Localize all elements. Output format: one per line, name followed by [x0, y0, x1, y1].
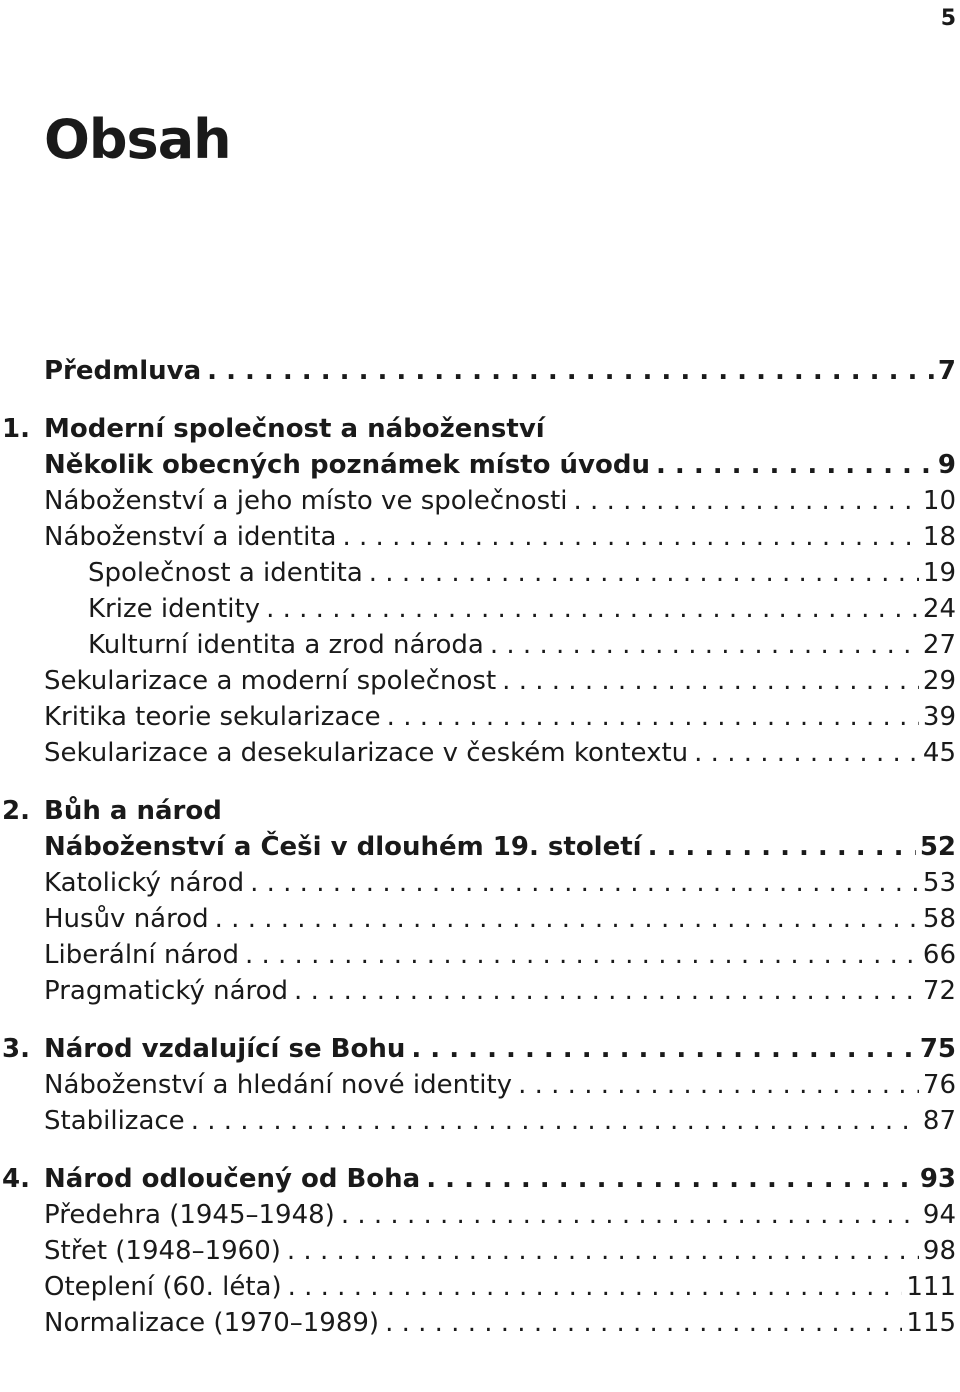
toc-entry-label: Sekularizace a desekularizace v českém kontextu	[44, 735, 694, 771]
toc-entry-page: 98	[919, 1233, 956, 1269]
dot-leader	[490, 627, 919, 663]
toc-entry-label: Katolický národ	[44, 865, 250, 901]
toc-entry[interactable]	[0, 1067, 960, 1103]
toc-entry-page: 27	[919, 627, 956, 663]
toc-entry-label: Několik obecných poznámek místo úvodu	[44, 447, 656, 483]
toc-entry-label: Předehra (1945–1948)	[44, 1197, 341, 1233]
dot-leader	[387, 699, 919, 735]
toc-entry-label: Střet (1948–1960)	[44, 1233, 287, 1269]
toc-entry-page: 45	[919, 735, 956, 771]
dot-leader	[502, 663, 919, 699]
chapter-title: Moderní společnost a náboženství	[44, 411, 551, 447]
toc-entry[interactable]	[0, 973, 960, 1009]
toc-entry[interactable]	[0, 1197, 960, 1233]
toc-entry-page: 75	[916, 1031, 956, 1067]
dot-leader	[287, 1233, 919, 1269]
toc-entry-label: Kritika teorie sekularizace	[44, 699, 387, 735]
toc-subentry[interactable]	[0, 627, 960, 663]
toc-entry-page: 111	[902, 1269, 956, 1305]
dot-leader	[341, 1197, 919, 1233]
toc-entry[interactable]	[0, 1305, 960, 1341]
toc-entry-page: 94	[919, 1197, 956, 1233]
chapter-number: 3.	[2, 1034, 30, 1064]
dot-leader	[694, 735, 919, 771]
toc-entry[interactable]	[0, 699, 960, 735]
chapter-title: Bůh a národ	[44, 793, 228, 829]
toc-entry-page: 52	[916, 829, 956, 865]
dot-leader	[245, 937, 919, 973]
chapter-1-subtitle[interactable]	[0, 447, 960, 483]
toc-entry-page: 93	[916, 1161, 956, 1197]
toc-entry-label: Náboženství a hledání nové identity	[44, 1067, 518, 1103]
chapter-2-subtitle[interactable]	[0, 829, 960, 865]
toc-entry-page: 115	[902, 1305, 956, 1341]
table-of-contents	[0, 353, 960, 1341]
dot-leader	[648, 829, 916, 865]
chapter-3-heading[interactable]	[0, 1031, 960, 1067]
dot-leader	[426, 1161, 916, 1197]
chapter-title: Národ vzdalující se Bohu	[44, 1031, 411, 1067]
toc-entry[interactable]	[0, 483, 960, 519]
toc-entry-label: Oteplení (60. léta)	[44, 1269, 288, 1305]
dot-leader	[207, 353, 934, 389]
toc-subentry[interactable]	[0, 591, 960, 627]
toc-entry[interactable]	[0, 1269, 960, 1305]
toc-entry-label: Kulturní identita a zrod národa	[88, 627, 490, 663]
toc-entry-page: 76	[919, 1067, 956, 1103]
dot-leader	[369, 555, 919, 591]
toc-entry[interactable]	[0, 1103, 960, 1139]
dot-leader	[215, 901, 919, 937]
toc-entry[interactable]	[0, 735, 960, 771]
chapter-4-heading[interactable]	[0, 1161, 960, 1197]
dot-leader	[288, 1269, 903, 1305]
toc-entry-page: 9	[934, 447, 956, 483]
dot-leader	[294, 973, 919, 1009]
toc-entry-label: Krize identity	[88, 591, 266, 627]
toc-entry-page: 24	[919, 591, 956, 627]
toc-entry[interactable]	[0, 1233, 960, 1269]
chapter-number: 2.	[2, 796, 30, 826]
toc-entry-label: Normalizace (1970–1989)	[44, 1305, 385, 1341]
dot-leader	[342, 519, 918, 555]
toc-entry[interactable]	[0, 519, 960, 555]
toc-entry-preface[interactable]	[0, 353, 960, 389]
toc-entry-page: 7	[934, 353, 956, 389]
toc-entry[interactable]	[0, 937, 960, 973]
dot-leader	[250, 865, 919, 901]
toc-subentry[interactable]	[0, 555, 960, 591]
toc-entry-label: Sekularizace a moderní společnost	[44, 663, 502, 699]
toc-entry[interactable]	[0, 663, 960, 699]
dot-leader	[574, 483, 919, 519]
toc-entry-page: 53	[919, 865, 956, 901]
dot-leader	[656, 447, 934, 483]
toc-entry-page: 66	[919, 937, 956, 973]
toc-entry-label: Společnost a identita	[88, 555, 369, 591]
chapter-number: 4.	[2, 1164, 30, 1194]
toc-entry-label: Předmluva	[44, 353, 207, 389]
dot-leader	[411, 1031, 915, 1067]
page-title: Obsah	[44, 108, 231, 171]
toc-entry-page: 29	[919, 663, 956, 699]
chapter-number: 1.	[2, 414, 30, 444]
toc-entry-label: Náboženství a identita	[44, 519, 342, 555]
toc-entry-page: 10	[919, 483, 956, 519]
toc-entry-label: Náboženství a jeho místo ve společnosti	[44, 483, 574, 519]
chapter-1-heading[interactable]	[0, 411, 960, 447]
toc-entry-label: Husův národ	[44, 901, 215, 937]
toc-entry-label: Liberální národ	[44, 937, 245, 973]
toc-entry-page: 72	[919, 973, 956, 1009]
toc-entry[interactable]	[0, 901, 960, 937]
toc-entry-page: 19	[919, 555, 956, 591]
toc-entry-page: 87	[919, 1103, 956, 1139]
chapter-2-heading[interactable]	[0, 793, 960, 829]
dot-leader	[191, 1103, 919, 1139]
toc-entry-page: 18	[919, 519, 956, 555]
toc-entry-page: 58	[919, 901, 956, 937]
dot-leader	[385, 1305, 902, 1341]
toc-entry[interactable]	[0, 865, 960, 901]
toc-entry-label: Náboženství a Češi v dlouhém 19. století	[44, 829, 648, 865]
page-number: 5	[940, 6, 956, 31]
toc-entry-label: Pragmatický národ	[44, 973, 294, 1009]
toc-entry-page: 39	[919, 699, 956, 735]
chapter-title: Národ odloučený od Boha	[44, 1161, 426, 1197]
dot-leader	[518, 1067, 919, 1103]
toc-entry-label: Stabilizace	[44, 1103, 191, 1139]
dot-leader	[266, 591, 919, 627]
